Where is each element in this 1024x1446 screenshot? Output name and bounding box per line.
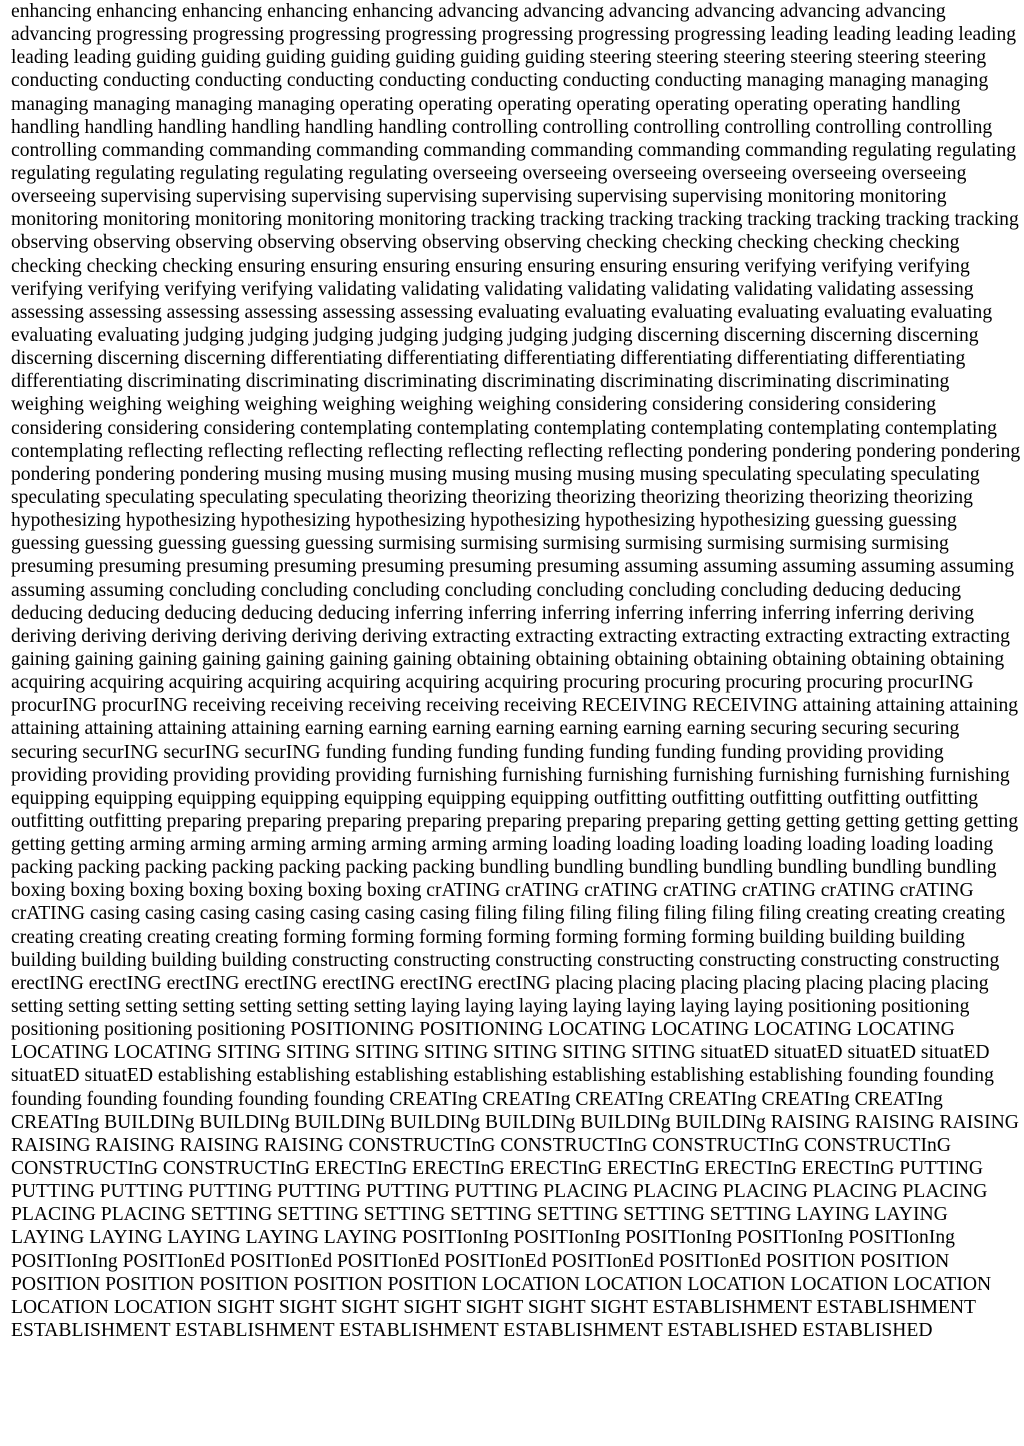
document-body-text: enhancing enhancing enhancing enhancing enhancing advancing advancing advancing advancing advancing advancing advancing progressing progressing progressing progressing progressing progressing progressing leading leading leading leading leading leading guiding guiding guiding guiding guiding guiding guiding steering steering steering steering steering steering conducting conducting conducting conducting conducting conducting conducting conducting managing managing managing managing managing managing managing operating operating operating operating operating operating operating handling handling handling handling handling handling handling controlling controlling controlling controlling controlling controlling controlling commanding commanding commanding commanding commanding commanding commanding regulating regulating regulating regulating regulating regulating regulating overseeing overseeing overseeing overseeing overseeing overseeing overseeing supervising supervising supervising supervising supervising supervising supervising monitoring monitoring monitoring monitoring monitoring monitoring monitoring tracking tracking tracking tracking tracking tracking tracking tracking observing observing observing observing observing observing observing checking checking checking checking checking checking checking checking ensuring ensuring ensuring ensuring ensuring ensuring ensuring verifying verifying verifying verifying verifying verifying verifying validating validating validating validating validating validating validating assessing assessing assessing assessing assessing assessing assessing evaluating evaluating evaluating evaluating evaluating evaluating evaluating evaluating judging judging judging judging judging judging judging discerning discerning discerning discerning discerning discerning discerning differentiating differentiating differentiating differentiating differentiating differentiating differentiating discriminating discriminating discriminating discriminating discriminating discriminating discriminating weighing weighing weighing weighing weighing weighing weighing considering considering considering considering considering considering considering contemplating contemplating contemplating contemplating contemplating contemplating contemplating reflecting reflecting reflecting reflecting reflecting reflecting reflecting pondering pondering pondering pondering pondering pondering pondering musing musing musing musing musing musing musing speculating speculating speculating speculating speculating speculating speculating theorizing theorizing theorizing theorizing theorizing theorizing theorizing hypothesizing hypothesizing hypothesizing hypothesizing hypothesizing hypothesizing hypothesizing guessing guessing guessing guessing guessing guessing guessing surmising surmising surmising surmising surmising surmising surmising presuming presuming presuming presuming presuming presuming presuming assuming assuming assuming assuming assuming assuming assuming concluding concluding concluding concluding concluding concluding concluding deducing deducing deducing deducing deducing deducing deducing inferring inferring inferring inferring inferring inferring inferring deriving deriving deriving deriving deriving deriving deriving extracting extracting extracting extracting extracting extracting extracting gaining gaining gaining gaining gaining gaining gaining obtaining obtaining obtaining obtaining obtaining obtaining obtaining acquiring acquiring acquiring acquiring acquiring acquiring acquiring procuring procuring procuring procuring procurING procurING procurING receiving receiving receiving receiving receiving RECEIVING RECEIVING attaining attaining attaining attaining attaining attaining attaining earning earning earning earning earning earning earning securing securing securing securing securING securING securING funding funding funding funding funding funding funding providing providing providing providing providing providing providing furnishing furnishing furnishing furnishing furnishing furnishing furnishing equipping equipping equipping equipping equipping equipping equipping outfitting outfitting outfitting outfitting outfitting outfitting outfitting preparing preparing preparing preparing preparing preparing preparing getting getting getting getting getting getting getting arming arming arming arming arming arming arming loading loading loading loading loading loading loading packing packing packing packing packing packing packing bundling bundling bundling bundling bundling bundling bundling boxing boxing boxing boxing boxing boxing boxing crATING crATING crATING crATING crATING crATING crATING crATING casing casing casing casing casing casing casing filing filing filing filing filing filing filing creating creating creating creating creating creating creating forming forming forming forming forming forming forming building building building building building building building constructing constructing constructing constructing constructing constructing constructing erectING erectING erectING erectING erectING erectING erectING placing placing placing placing placing placing placing setting setting setting setting setting setting setting laying laying laying laying laying laying laying positioning positioning positioning positioning positioning POSITIONING POSITIONING LOCATING LOCATING LOCATING LOCATING LOCATING LOCATING SITING SITING SITING SITING SITING SITING SITING situatED situatED situatED situatED situatED situatED establishing establishing establishing establishing establishing establishing establishing founding founding founding founding founding founding founding CREATIng CREATIng CREATIng CREATIng CREATIng CREATIng CREATIng BUILDINg BUILDINg BUILDINg BUILDINg BUILDINg BUILDINg BUILDINg RAISING RAISING RAISING RAISING RAISING RAISING RAISING CONSTRUCTInG CONSTRUCTInG CONSTRUCTInG CONSTRUCTInG CONSTRUCTInG CONSTRUCTInG ERECTInG ERECTInG ERECTInG ERECTInG ERECTInG ERECTInG PUTTING PUTTING PUTTING PUTTING PUTTING PUTTING PUTTING PLACING PLACING PLACING PLACING PLACING PLACING PLACING SETTING SETTING SETTING SETTING SETTING SETTING SETTING LAYING LAYING LAYING LAYING LAYING LAYING LAYING POSITIonIng POSITIonIng POSITIonIng POSITIonIng POSITIonIng POSITIonIng POSITIonEd POSITIonEd POSITIonEd POSITIonEd POSITIonEd POSITIonEd POSITION POSITION POSITION POSITION POSITION POSITION POSITION LOCATION LOCATION LOCATION LOCATION LOCATION LOCATION LOCATION SIGHT SIGHT SIGHT SIGHT SIGHT SIGHT SIGHT ESTABLISHMENT ESTABLISHMENT ESTABLISHMENT ESTABLISHMENT ESTABLISHMENT ESTABLISHMENT ESTABLISHED ESTABLISHED (11, 1, 1021, 1342)
